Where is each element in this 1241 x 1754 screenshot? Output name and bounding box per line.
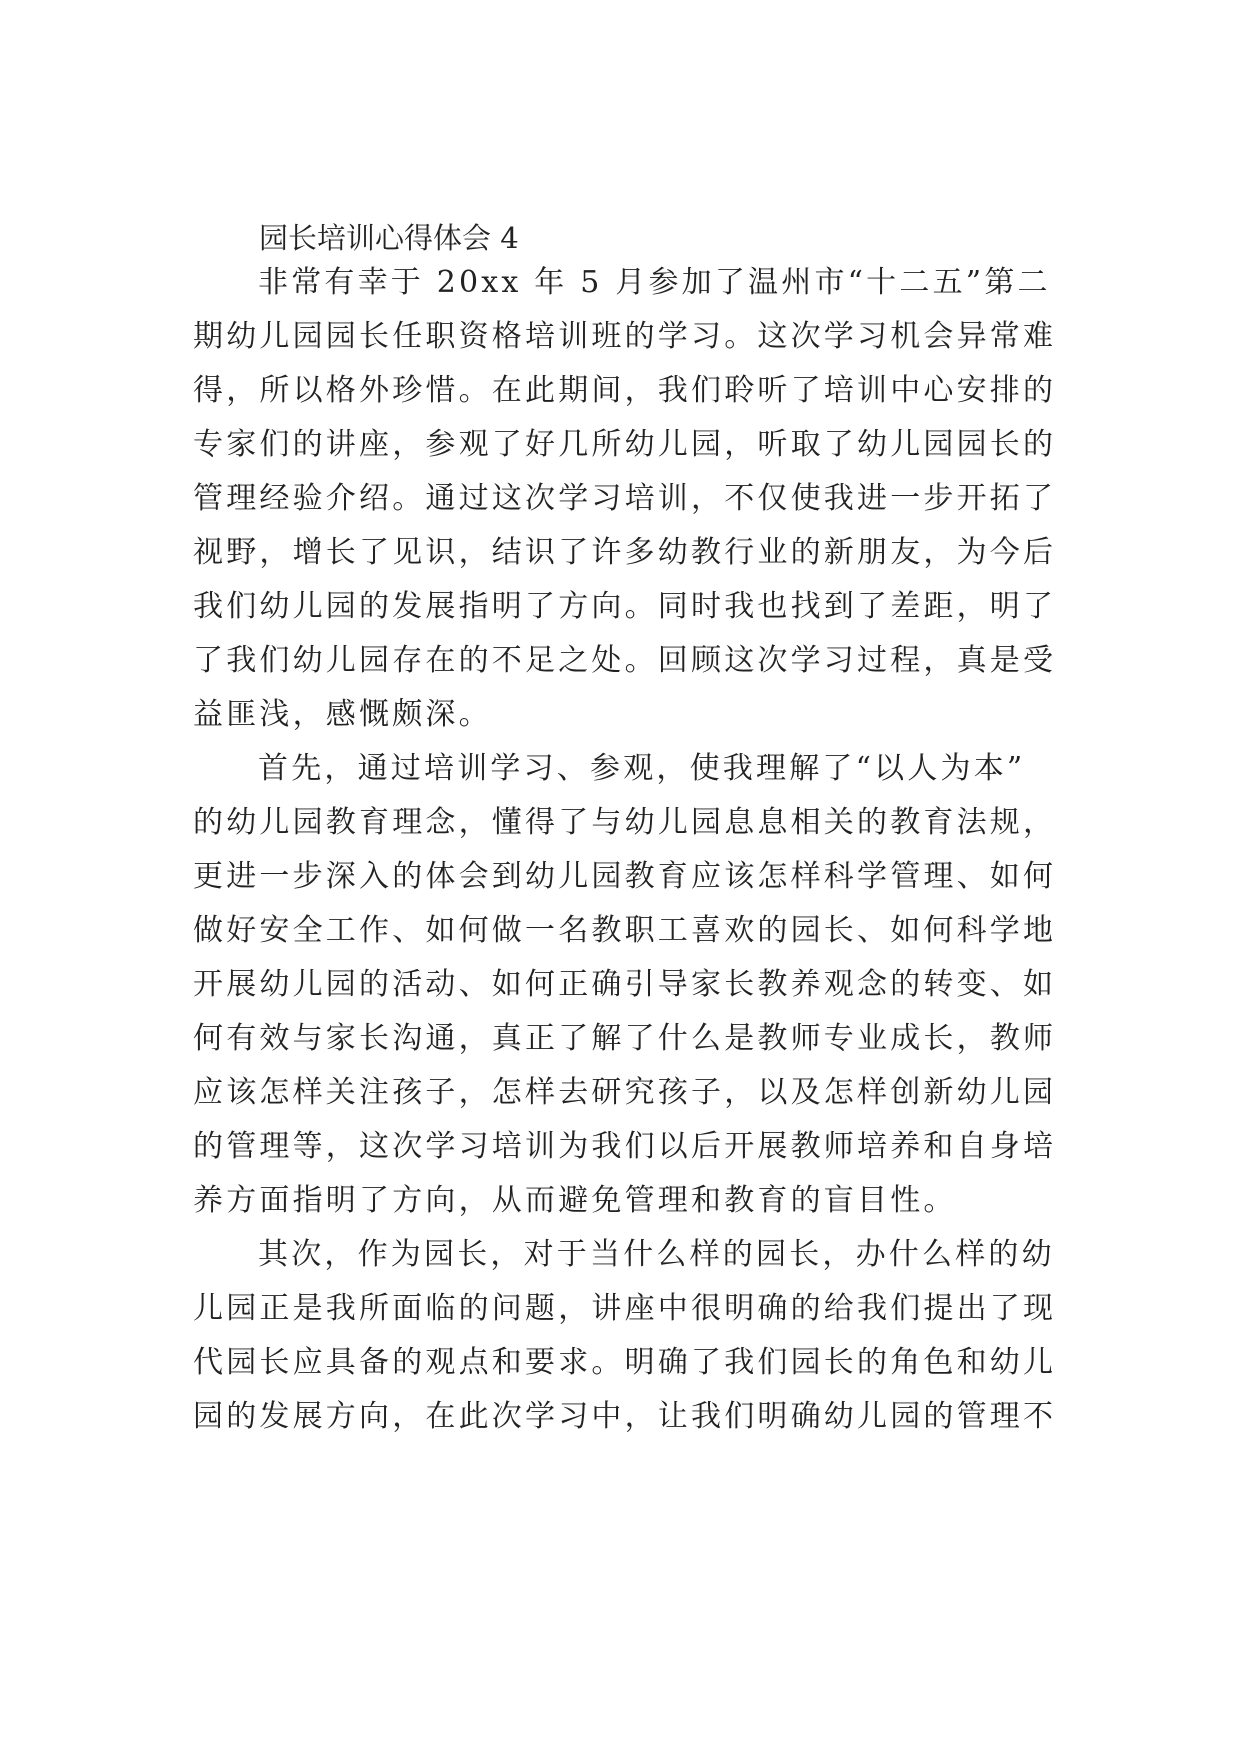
text-line: 管理经验介绍。通过这次学习培训，不仅使我进一步开拓了 [193,481,1057,516]
document-title: 园长培训心得体会 4 [259,221,519,255]
text-line: 代园长应具备的观点和要求。明确了我们园长的角色和幼儿 [193,1345,1057,1380]
text-line: 更进一步深入的体会到幼儿园教育应该怎样科学管理、如何 [193,859,1057,894]
text-line: 儿园正是我所面临的问题，讲座中很明确的给我们提出了现 [193,1291,1057,1326]
paragraph-1 [193,256,1057,742]
text-line: 应该怎样关注孩子，怎样去研究孩子，以及怎样创新幼儿园 [193,1075,1057,1110]
text-line: 其次，作为园长，对于当什么样的园长，办什么样的幼 [258,1237,1055,1272]
text-line: 的管理等，这次学习培训为我们以后开展教师培养和自身培 [193,1129,1057,1164]
text-line: 视野，增长了见识，结识了许多幼教行业的新朋友，为今后 [193,535,1057,570]
text-line: 非常有幸于 20xx 年 5 月参加了温州市“十二五”第二 [258,265,1051,300]
document-body [193,256,1057,1444]
text-line: 的幼儿园教育理念，懂得了与幼儿园息息相关的教育法规， [193,805,1057,840]
paragraph-3 [193,1228,1057,1444]
text-line: 益匪浅，感慨颇深。 [193,697,492,732]
text-line: 得，所以格外珍惜。在此期间，我们聆听了培训中心安排的 [193,373,1057,408]
text-line: 首先，通过培训学习、参观，使我理解了“以人为本” [258,751,1026,786]
text-line: 园的发展方向，在此次学习中，让我们明确幼儿园的管理不 [193,1399,1057,1434]
text-line: 开展幼儿园的活动、如何正确引导家长教养观念的转变、如 [193,967,1057,1002]
paragraph-2 [193,742,1057,1228]
text-line: 做好安全工作、如何做一名教职工喜欢的园长、如何科学地 [193,913,1057,948]
text-line: 了我们幼儿园存在的不足之处。回顾这次学习过程，真是受 [193,643,1057,678]
text-line: 我们幼儿园的发展指明了方向。同时我也找到了差距，明了 [193,589,1057,624]
text-line: 何有效与家长沟通，真正了解了什么是教师专业成长，教师 [193,1021,1057,1056]
text-line: 专家们的讲座，参观了好几所幼儿园，听取了幼儿园园长的 [193,427,1057,462]
text-line: 养方面指明了方向，从而避免管理和教育的盲目性。 [193,1183,957,1218]
text-line: 期幼儿园园长任职资格培训班的学习。这次学习机会异常难 [193,319,1057,354]
